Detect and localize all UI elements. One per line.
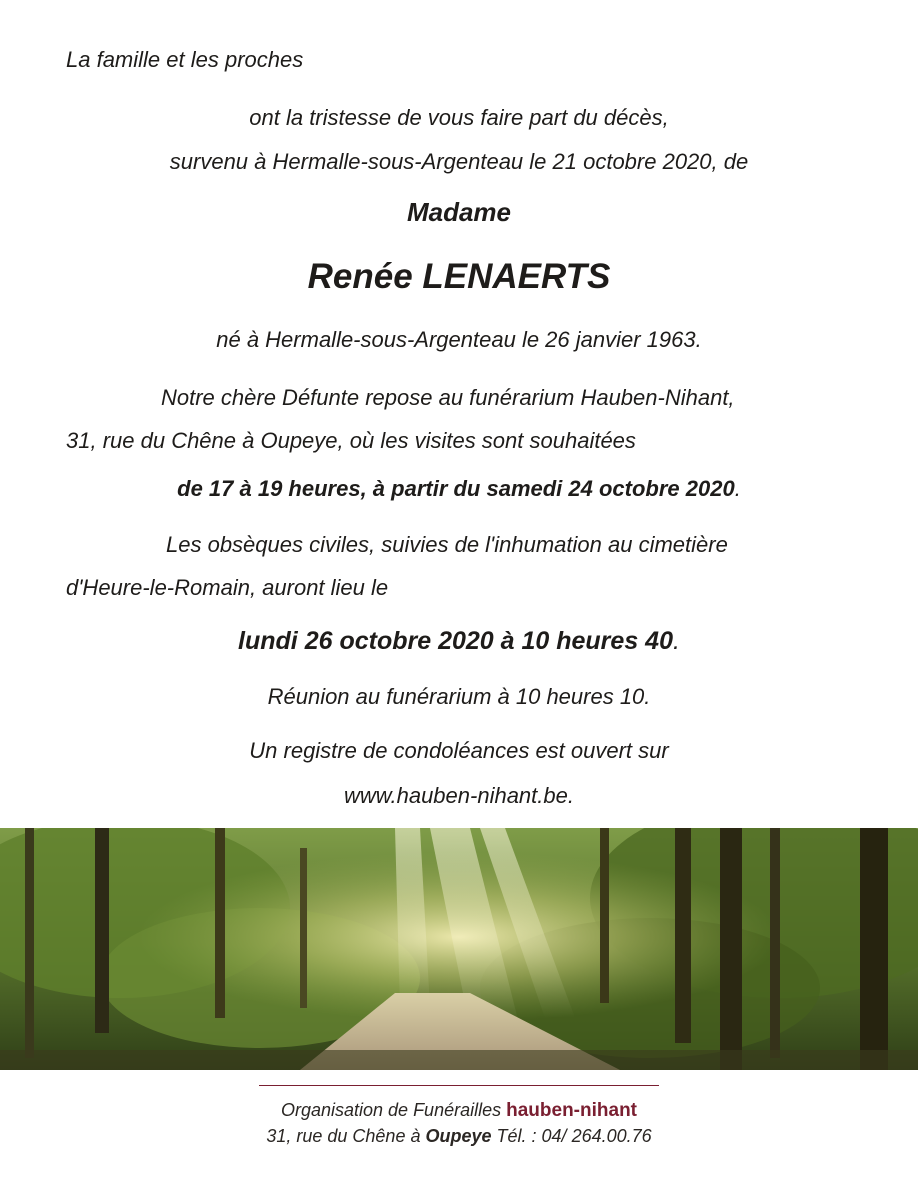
registry-url: www.hauben-nihant.be. <box>344 783 574 808</box>
visit-hours <box>0 474 918 504</box>
visit-hours-period: . <box>734 476 741 501</box>
registry-line: Un registre de condoléances est ouvert sur <box>249 738 669 763</box>
rest-line-1: Notre chère Défunte repose au funérarium Hauben-Nihant, <box>161 385 735 410</box>
funeral-line-2: d'Heure-le-Romain, auront lieu le <box>66 575 389 600</box>
funeral-date-text: lundi 26 octobre 2020 à 10 heures 40 <box>238 627 673 655</box>
funeral-date-period: . <box>672 627 680 655</box>
footer-org-prefix: Organisation de Funérailles <box>280 1100 502 1120</box>
meeting-line: Réunion au funérarium à 10 heures 10. <box>267 684 651 709</box>
footer-phone: Tél. : 04/ 264.00.76 <box>496 1126 652 1146</box>
footer-organisation <box>0 1098 918 1123</box>
footer-divider <box>259 1085 659 1086</box>
footer-address <box>0 1124 918 1148</box>
footer-address-prefix: 31, rue du Chêne à <box>266 1126 421 1146</box>
forest-path-image <box>0 828 918 1070</box>
rest-line-2: 31, rue du Chêne à Oupeye, où les visites sont souhaitées <box>66 428 636 453</box>
salutation: Madame <box>406 197 512 227</box>
birth-line: né à Hermalle-sous-Argenteau le 26 janvier 1963. <box>216 327 702 352</box>
intro-text: La famille et les proches <box>66 47 304 72</box>
brand-logo: hauben-nihant <box>506 1100 638 1121</box>
funeral-line-1: Les obsèques civiles, suivies de l'inhumation au cimetière <box>166 532 728 557</box>
funeral-date <box>0 624 918 658</box>
visit-hours-text: de 17 à 19 heures, à partir du samedi 24 octobre 2020 <box>177 476 735 501</box>
deceased-name: Renée LENAERTS <box>307 257 611 296</box>
footer-town: Oupeye <box>425 1126 492 1146</box>
announcement-line-1: ont la tristesse de vous faire part du décès, <box>249 105 669 130</box>
announcement-line-2: survenu à Hermalle-sous-Argenteau le 21 octobre 2020, de <box>169 149 749 174</box>
